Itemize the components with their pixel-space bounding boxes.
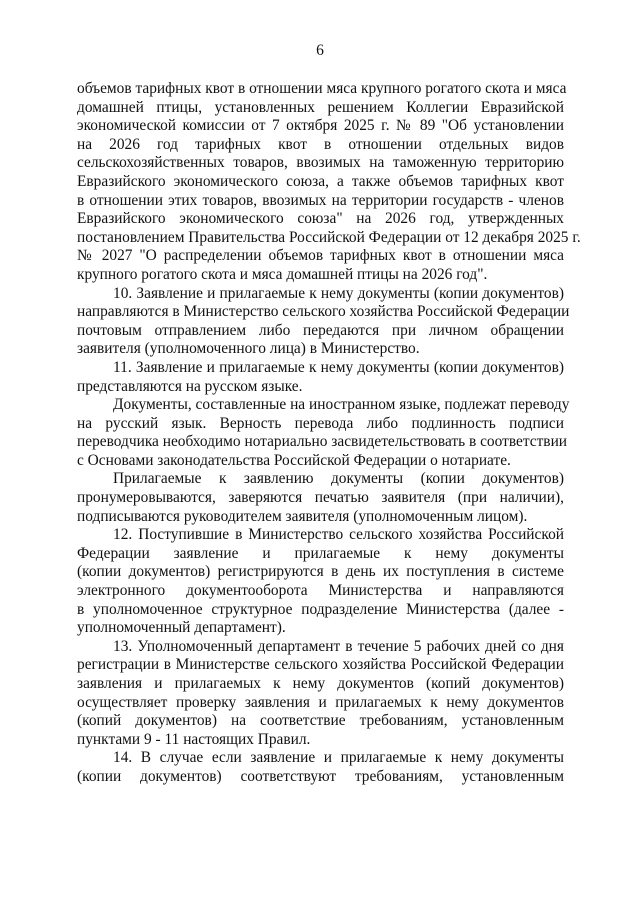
text-line: № 2027 "О распределении объемов тарифных квот в отношении мяса xyxy=(77,247,564,265)
text-line: 13. Уполномоченный департамент в течение 5 рабочих дней со дня xyxy=(113,637,564,655)
text-line: сельскохозяйственных товаров, ввозимых на таможенную территорию xyxy=(77,154,564,172)
text-line: регистрации в Министерстве сельского хозяйства Российской Федерации xyxy=(77,656,564,674)
text-line: экономической комиссии от 7 октября 2025 г. № 89 "Об установлении xyxy=(77,117,564,135)
text-line: (копии документов) регистрируются в день их поступления в системе xyxy=(77,563,564,581)
text-line: с Основами законодательства Российской Федерации о нотариате. xyxy=(77,451,511,469)
text-line: заявления и прилагаемых к нему документов (копий документов) xyxy=(77,675,564,692)
text-line: 11. Заявление и прилагаемые к нему документы (копии документов) xyxy=(113,358,564,376)
text-line: почтовым отправлением либо передаются при личном обращении xyxy=(77,321,564,339)
text-line: на 2026 год тарифных квот в отношении отдельных видов xyxy=(77,135,564,153)
text-line: Прилагаемые к заявлению документы (копии документов) xyxy=(113,470,564,488)
text-line: Документы, составленные на иностранном языке, подлежат переводу xyxy=(113,396,570,414)
text-line: в уполномоченное структурное подразделение Министерства (далее - xyxy=(77,600,564,618)
text-line: 10. Заявление и прилагаемые к нему документы (копии документов) xyxy=(113,284,564,302)
document-body xyxy=(77,80,581,787)
text-line: объемов тарифных квот в отношении мяса крупного рогатого скота и мяса xyxy=(77,80,567,97)
page-number: 6 xyxy=(316,42,324,59)
text-line: направляются в Министерство сельского хозяйства Российской Федерации xyxy=(77,303,570,321)
text-line: подписываются руководителем заявителя (уполномоченным лицом). xyxy=(77,507,528,525)
text-line: пронумеровываются, заверяются печатью заявителя (при наличии), xyxy=(77,489,564,507)
text-line: в отношении этих товаров, ввозимых на территории государств - членов xyxy=(77,191,564,209)
text-line: (копий документов) на соответствие требованиям, установленным xyxy=(77,712,564,730)
text-line: переводчика необходимо нотариально засвидетельствовать в соответствии xyxy=(77,433,568,451)
text-line: осуществляет проверку заявления и прилагаемых к нему документов xyxy=(77,693,564,711)
text-line: представляются на русском языке. xyxy=(77,377,303,395)
text-line: пунктами 9 - 11 настоящих Правил. xyxy=(77,730,311,748)
text-line: Федерации заявление и прилагаемые к нему документы xyxy=(77,544,564,562)
text-line: уполномоченный департамент). xyxy=(77,619,286,637)
text-line: (копии документов) соответствуют требованиям, установленным xyxy=(77,767,564,785)
text-line: электронного документооборота Министерства и направляются xyxy=(77,582,564,600)
text-line: крупного рогатого скота и мяса домашней птицы на 2026 год". xyxy=(77,265,488,283)
text-line: заявителя (уполномоченного лица) в Министерство. xyxy=(77,340,420,358)
text-line: Евразийского экономического союза, а также объемов тарифных квот xyxy=(77,172,564,190)
text-line: постановлением Правительства Российской Федерации от 12 декабря 2025 г. xyxy=(77,228,581,246)
text-line: 12. Поступившие в Министерство сельского хозяйства Российской xyxy=(113,526,564,544)
text-line: домашней птицы, установленных решением Коллегии Евразийской xyxy=(77,98,564,116)
text-line: 14. В случае если заявление и прилагаемые к нему документы xyxy=(113,749,564,767)
text-line: на русский язык. Верность перевода либо подлинность подписи xyxy=(77,414,564,432)
text-line: Евразийского экономического союза" на 2026 год, утвержденных xyxy=(77,210,564,228)
